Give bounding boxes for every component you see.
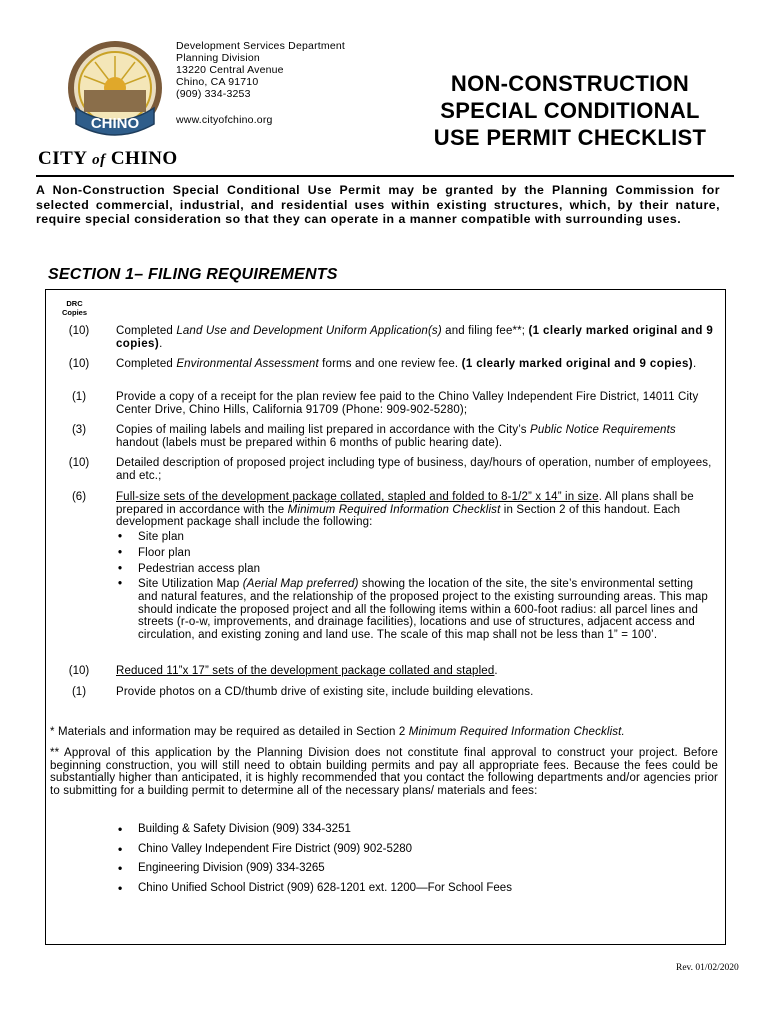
copies-count: (1)	[71, 391, 87, 403]
department-contact-block	[176, 40, 345, 126]
title-line-2: SPECIAL CONDITIONAL	[440, 98, 700, 123]
requirement-item: Completed Environmental Assessment forms and one review fee. (1 clearly marked original and 9 copies).	[116, 358, 697, 370]
copies-count: (3)	[71, 424, 87, 436]
city-name-wordmark: CITY of CHINO	[38, 148, 178, 169]
drc-copies-header: DRC Copies	[62, 299, 88, 317]
intro-paragraph: A Non-Construction Special Conditional Use Permit may be granted by the Planning Commission for selected commercial, industrial, and residential uses within existing structures, which, by their nature, require special consideration so that they can operate in a manner compatible with surrounding uses.	[36, 183, 720, 226]
list-item: • Floor plan	[138, 547, 714, 560]
title-line-1: NON-CONSTRUCTION	[450, 71, 690, 96]
requirement-item: Provide photos on a CD/thumb drive of existing site, include building elevations.	[116, 686, 534, 698]
city-state-line: Chino, CA 91710	[176, 76, 259, 88]
logo-text: CHINO	[90, 115, 140, 132]
copies-count: (1)	[71, 686, 87, 698]
website-link[interactable]: www.cityofchino.org	[176, 114, 273, 126]
copies-count: (10)	[68, 457, 90, 469]
requirement-item: Completed Land Use and Development Uniform Application(s) and filing fee**; (1 clearly marked original and 9 copies).	[116, 325, 714, 350]
copies-count: (10)	[68, 665, 90, 677]
requirement-item: Full-size sets of the development package collated, stapled and folded to 8-1/2” x 14” in size. All plans shall be prepared in accordance with the Minimum Required Information Checklist in Section 2 of this handout. Each development package shall include the following: • Site plan • Floor plan • Pedestrian access plan • Site Utilization Map (Aerial Map preferred) showing the location of the site, the site’s environmental setting and natural features, and the relationship of the proposed project to the existing surrounding areas. This map should indicate the proposed project and all the following items within a 600-foot radius: all parcel lines and streets (r-o-w, improvements, and drainage facilities), locations and use of structures, adjacent access and circulation, and existing zoning and land use. The scale of this map shall not be less than 1” = 100’.	[116, 491, 714, 645]
agency-contacts-list	[118, 823, 512, 901]
list-item: • Site Utilization Map (Aerial Map preferred) showing the location of the site, the site’s environmental setting and natural features, and the relationship of the proposed project to the existing surrounding areas. This map should indicate the proposed project and all the following items within a 600-foot radius: all parcel lines and streets (r-o-w, improvements, and drainage facilities), locations and use of structures, adjacent access and circulation, and existing zoning and land use. The scale of this map shall not be less than 1” = 100’.	[138, 578, 714, 642]
materials-note: * Materials and information may be required as detailed in Section 2 Minimum Required Information Checklist.	[50, 726, 625, 738]
requirement-item: Copies of mailing labels and mailing list prepared in accordance with the City’s Public Notice Requirements handout (labels must be prepared within 6 months of public hearing date).	[116, 424, 676, 449]
list-item: • Engineering Division (909) 334-3265	[118, 862, 512, 882]
requirement-item: Reduced 11”x 17” sets of the development package collated and stapled.	[116, 665, 498, 677]
division-line: Planning Division	[176, 52, 260, 64]
copies-count: (6)	[71, 491, 87, 503]
list-item: • Chino Unified School District (909) 628-1201 ext. 1200—For School Fees	[118, 882, 512, 902]
title-line-3: USE PERMIT CHECKLIST	[433, 125, 707, 150]
copies-count: (10)	[68, 325, 90, 337]
requirement-item: Provide a copy of a receipt for the plan review fee paid to the Chino Valley Independent Fire District, 14011 City Center Drive, Chino Hills, California 91709 (Phone: 909-902-5280);	[116, 391, 699, 416]
section-title: SECTION 1– FILING REQUIREMENTS	[48, 266, 338, 283]
city-seal-logo	[60, 38, 170, 148]
list-item: • Site plan	[138, 531, 714, 544]
approval-note: ** Approval of this application by the Planning Division does not constitute final approval to construct your project. Before beginning construction, you will still need to obtain building permits and pay all appropriate fees. Because the fees could be substantially higher than anticipated, it is highly recommended that you contact the following departments and/or agencies prior to submitting for a building permit to determine all of the necessary plans/ materials and fees:	[50, 747, 718, 798]
address-line: 13220 Central Avenue	[176, 64, 284, 76]
department-line: Development Services Department	[176, 40, 346, 52]
list-item: • Building & Safety Division (909) 334-3251	[118, 823, 512, 843]
list-item: • Chino Valley Independent Fire District (909) 902-5280	[118, 843, 512, 863]
list-item: • Pedestrian access plan	[138, 563, 714, 576]
header-divider	[36, 175, 734, 177]
document-title	[410, 70, 730, 151]
revision-date: Rev. 01/02/2020	[676, 963, 739, 973]
package-contents-list	[116, 531, 714, 642]
requirement-item: Detailed description of proposed project including type of business, day/hours of operation, number of employees, and etc.;	[116, 457, 712, 482]
copies-count: (10)	[68, 358, 90, 370]
phone-line: (909) 334-3253	[176, 88, 251, 100]
